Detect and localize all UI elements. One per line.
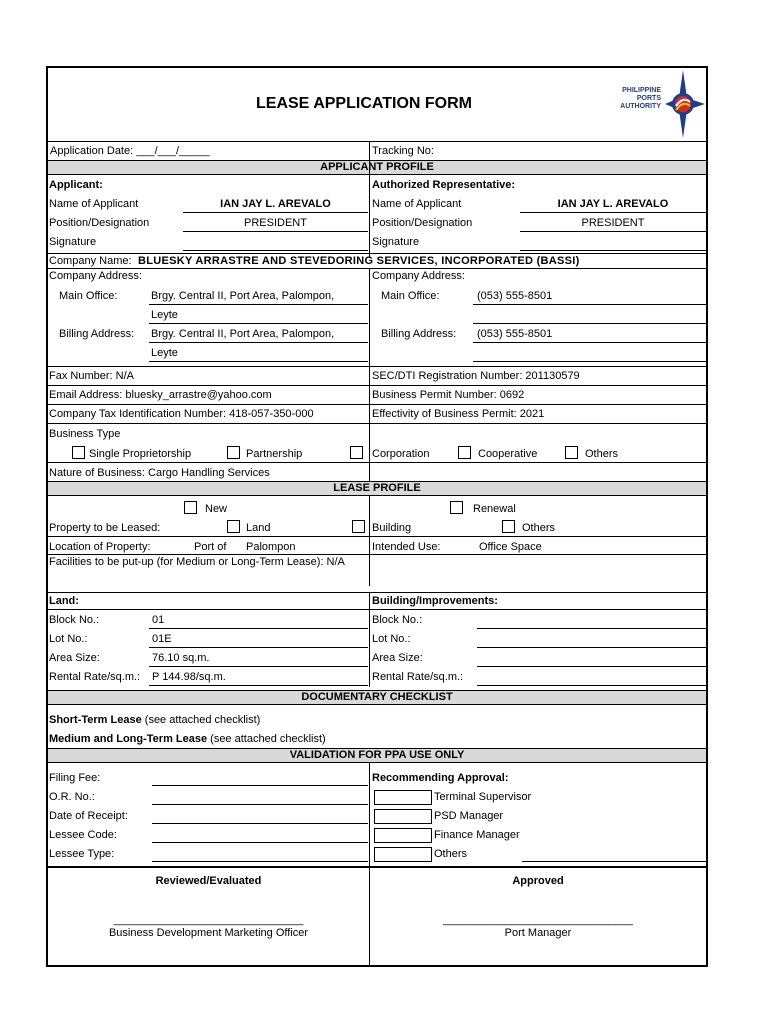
billing-address-value-left: Brgy. Central II, Port Area, Palompon,: [151, 328, 335, 340]
main-office-label-left: Main Office:: [59, 290, 118, 302]
land-label: Land: [246, 522, 271, 534]
business-permit-number: Business Permit Number: 0692: [372, 389, 525, 401]
main-office-value-right: (053) 555-8501: [477, 290, 553, 302]
others-approval-label: Others: [434, 848, 468, 860]
building-label: Building: [372, 522, 412, 534]
tracking-no: Tracking No:: [372, 145, 434, 157]
right-area-size-label: Area Size:: [372, 652, 423, 664]
email-address: Email Address: bluesky_arrastre@yahoo.com: [49, 389, 272, 401]
company-tin: Company Tax Identification Number: 418-057-350-000: [49, 408, 314, 420]
land-heading: Land:: [49, 595, 79, 607]
cooperative-label: Cooperative: [478, 448, 538, 460]
lessee-code-label: Lessee Code:: [49, 829, 117, 841]
medium-long-term-lease-item: Medium and Long-Term Lease (see attached checklist): [49, 733, 326, 745]
area-size-label: Area Size:: [49, 652, 100, 664]
representative-position-value: PRESIDENT: [581, 217, 645, 229]
port-manager-label: Port Manager: [504, 927, 572, 939]
form-title: LEASE APPLICATION FORM: [256, 95, 472, 112]
partnership-label: Partnership: [246, 448, 303, 460]
nature-of-business: Nature of Business: Cargo Handling Services: [49, 467, 270, 479]
terminal-supervisor-box[interactable]: [374, 790, 432, 805]
applicant-position-label: Position/Designation: [49, 217, 150, 229]
right-block-no-label: Block No.:: [372, 614, 423, 626]
representative-heading: Authorized Representative:: [372, 179, 516, 191]
company-name-value: BLUESKY ARRASTRE AND STEVEDORING SERVICES, INCORPORATED (BASSI): [138, 255, 580, 267]
or-no-label: O.R. No.:: [49, 791, 95, 803]
others-property-checkbox[interactable]: [502, 520, 515, 533]
new-checkbox[interactable]: [184, 501, 197, 514]
applicant-position-value: PRESIDENT: [244, 217, 307, 229]
new-label: New: [205, 503, 228, 515]
area-size-value: 76.10 sq.m.: [152, 652, 210, 664]
lease-profile-band: LEASE PROFILE: [48, 481, 706, 496]
partnership-checkbox[interactable]: [227, 446, 240, 459]
lease-application-form: [46, 66, 708, 967]
finance-manager-label: Finance Manager: [434, 829, 520, 841]
representative-position-label: Position/Designation: [372, 217, 473, 229]
psd-manager-label: PSD Manager: [434, 810, 504, 822]
main-office-label-right: Main Office:: [381, 290, 440, 302]
representative-name-value: IAN JAY L. AREVALO: [557, 198, 669, 210]
applicant-name-label: Name of Applicant: [49, 198, 139, 210]
bdm-officer-label: Business Development Marketing Officer: [108, 927, 309, 939]
logo-line-3: AUTHORITY: [620, 103, 661, 110]
applicant-heading: Applicant:: [49, 179, 103, 191]
single-proprietorship-checkbox[interactable]: [72, 446, 85, 459]
business-permit-effectivity: Effectivity of Business Permit: 2021: [372, 408, 545, 420]
applicant-profile-band: APPLICANT PROFILE: [48, 160, 706, 175]
intended-use-value: Office Space: [479, 541, 542, 553]
billing-address-value-left-2: Leyte: [151, 347, 178, 359]
date-of-receipt-label: Date of Receipt:: [49, 810, 128, 822]
application-date: Application Date: ___/___/_____: [50, 145, 210, 157]
land-checkbox[interactable]: [227, 520, 240, 533]
applicant-name-value: IAN JAY L. AREVALO: [220, 198, 331, 210]
fax-number: Fax Number: N/A: [49, 370, 134, 382]
single-proprietorship-label: Single Proprietorship: [89, 448, 192, 460]
company-name-label: Company Name:: [49, 255, 132, 267]
business-type-label: Business Type: [49, 428, 121, 440]
rental-rate-label: Rental Rate/sq.m.:: [49, 671, 141, 683]
billing-address-label-right: Billing Address:: [381, 328, 457, 340]
lot-no-value: 01E: [152, 633, 172, 645]
location-value-2: Palompon: [246, 541, 296, 553]
recommending-approval-label: Recommending Approval:: [372, 772, 509, 784]
billing-address-value-right: (053) 555-8501: [477, 328, 553, 340]
lessee-type-label: Lessee Type:: [49, 848, 115, 860]
short-term-lease-item: Short-Term Lease (see attached checklist): [49, 714, 261, 726]
others-business-label: Others: [585, 448, 619, 460]
right-lot-no-label: Lot No.:: [372, 633, 411, 645]
ppa-logo: [613, 70, 708, 138]
location-of-property-label: Location of Property:: [49, 541, 151, 553]
reviewed-signature-line: _______________________________: [113, 914, 304, 926]
renewal-label: Renewal: [473, 503, 516, 515]
company-address-label-left: Company Address:: [49, 270, 142, 282]
logo-line-2: PORTS: [636, 95, 661, 102]
others-approval-box[interactable]: [374, 847, 432, 862]
company-address-label-right: Company Address:: [372, 270, 465, 282]
main-office-value-left-2: Leyte: [151, 309, 178, 321]
psd-manager-box[interactable]: [374, 809, 432, 824]
renewal-checkbox[interactable]: [450, 501, 463, 514]
cooperative-checkbox[interactable]: [458, 446, 471, 459]
others-business-checkbox[interactable]: [565, 446, 578, 459]
location-value-1: Port of: [194, 541, 227, 553]
right-rental-rate-label: Rental Rate/sq.m.:: [372, 671, 464, 683]
property-to-be-leased-label: Property to be Leased:: [49, 522, 161, 534]
corporation-label: Corporation: [372, 448, 430, 460]
building-checkbox[interactable]: [352, 520, 365, 533]
applicant-signature-label: Signature: [49, 236, 97, 248]
intended-use-label: Intended Use:: [372, 541, 441, 553]
finance-manager-box[interactable]: [374, 828, 432, 843]
sec-dti-number: SEC/DTI Registration Number: 201130579: [372, 370, 580, 382]
block-no-value: 01: [152, 614, 165, 626]
others-property-label: Others: [522, 522, 556, 534]
rental-rate-value: P 144.98/sq.m.: [152, 671, 226, 683]
block-no-label: Block No.:: [49, 614, 100, 626]
reviewed-evaluated-heading: Reviewed/Evaluated: [155, 875, 262, 887]
validation-band: VALIDATION FOR PPA USE ONLY: [48, 748, 706, 763]
terminal-supervisor-label: Terminal Supervisor: [434, 791, 532, 803]
representative-signature-label: Signature: [372, 236, 420, 248]
lot-no-label: Lot No.:: [49, 633, 88, 645]
documentary-checklist-band: DOCUMENTARY CHECKLIST: [48, 690, 706, 705]
facilities-text: Facilities to be put-up (for Medium or Long-Term Lease): N/A: [49, 556, 345, 568]
corporation-checkbox[interactable]: [350, 446, 363, 459]
main-office-value-left: Brgy. Central II, Port Area, Palompon,: [151, 290, 335, 302]
logo-line-1: PHILIPPINE: [622, 87, 661, 94]
approved-heading: Approved: [512, 875, 564, 887]
filing-fee-label: Filing Fee:: [49, 772, 101, 784]
billing-address-label-left: Billing Address:: [59, 328, 135, 340]
building-heading: Building/Improvements:: [372, 595, 498, 607]
representative-name-label: Name of Applicant: [372, 198, 462, 210]
compass-star-icon: [663, 70, 707, 138]
approved-signature-line: _______________________________: [443, 914, 633, 926]
